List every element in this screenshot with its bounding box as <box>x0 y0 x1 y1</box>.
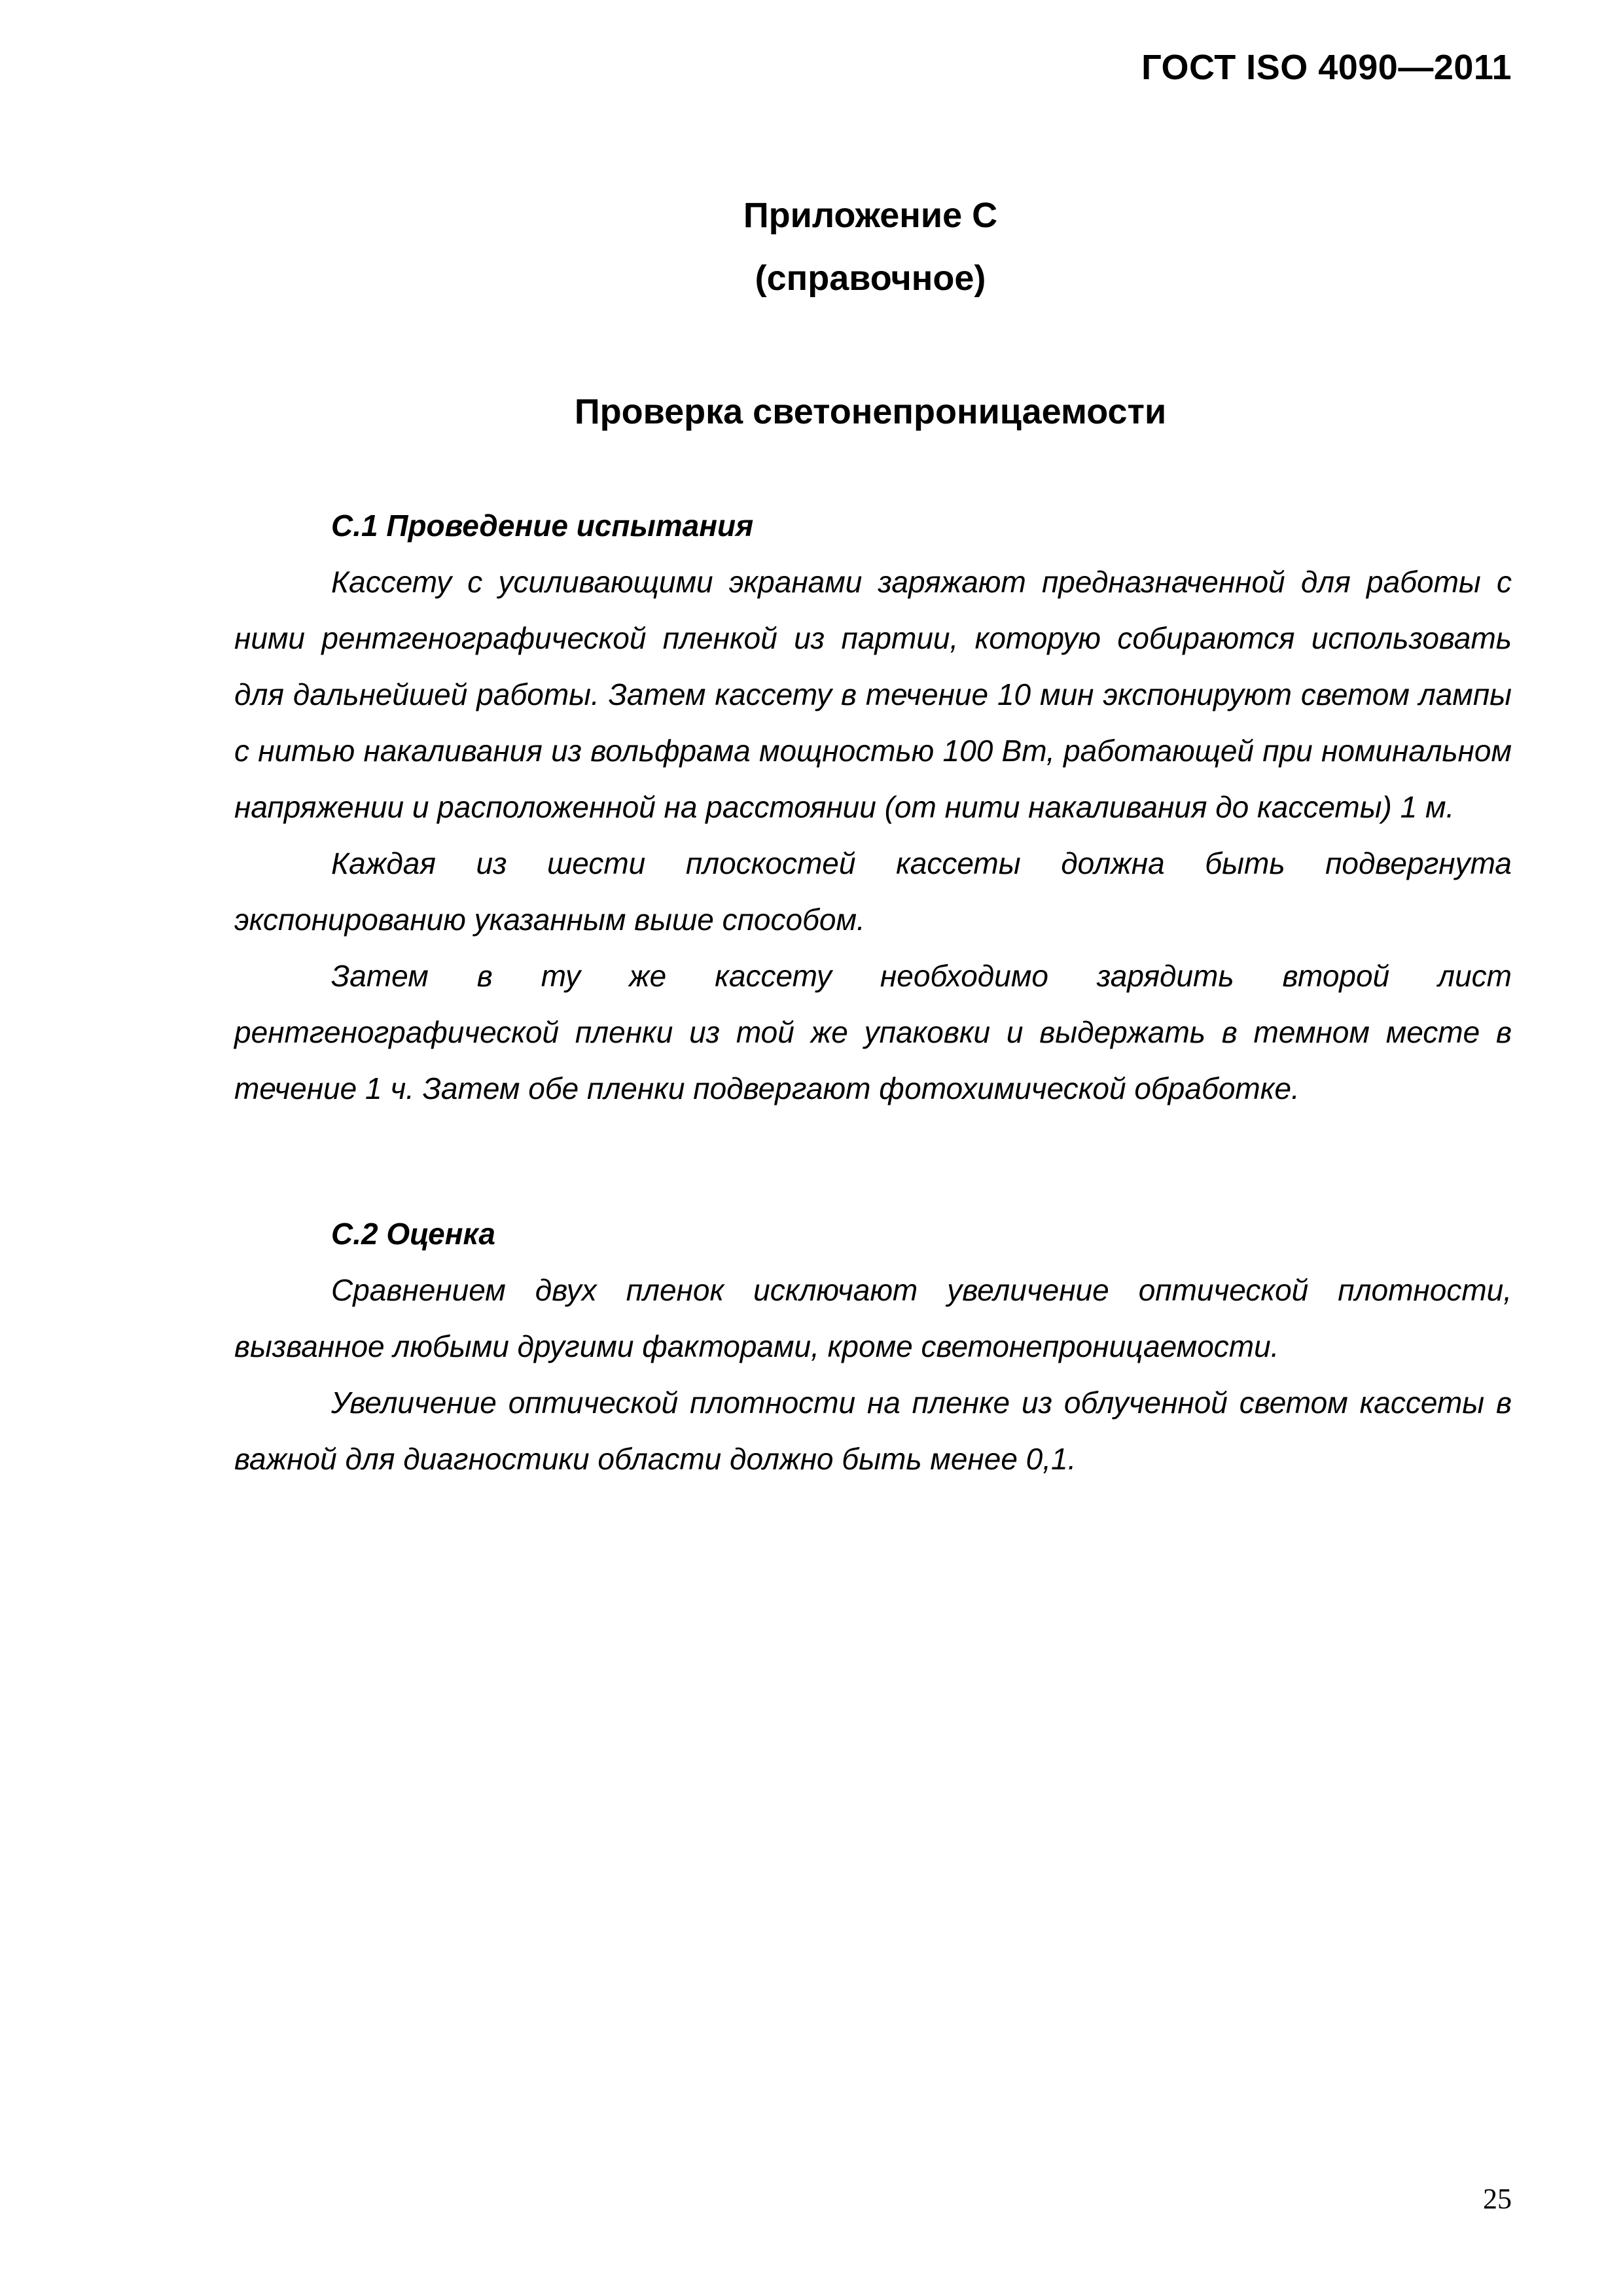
section-c1-paragraph-3: Затем в ту же кассету необходимо зарядить второй лист рентгенографической пленки из той же упаковки и выдержать в темном месте в течение 1 ч. Затем обе пленки подвергают фотохимической обработке. <box>234 959 1512 1105</box>
section-c1-paragraph-1: Кассету с усиливающими экранами заряжают предназначенной для работы с ними рентгенографической пленкой из партии, которую собираются использовать для дальнейшей работы. Затем кассету в течение 10 мин экспонируют светом лампы с нитью накаливания из вольфрама мощностью 100 Вт, работающей при номинальном напряжении и расположенной на расстоянии (от нити накаливания до кассеты) 1 м. <box>234 565 1512 824</box>
section-c1-heading: С.1 Проведение испытания <box>331 509 754 543</box>
section-title: Проверка светонепроницаемости <box>574 392 1167 431</box>
annex-status: (справочное) <box>755 259 986 298</box>
standard-code-header: ГОСТ ISO 4090—2011 <box>1141 48 1512 87</box>
section-c2 <box>234 1206 1512 1487</box>
section-c2-paragraph-1: Сравнением двух пленок исключают увеличение оптической плотности, вызванное любыми другими факторами, кроме светонепроницаемости. <box>234 1273 1512 1363</box>
annex-title: Приложение С <box>743 196 998 235</box>
page-number: 25 <box>1483 2183 1512 2215</box>
section-c2-paragraph-2: Увеличение оптической плотности на пленке из облученной светом кассеты в важной для диагностики области должно быть менее 0,1. <box>234 1386 1512 1476</box>
section-c2-heading: С.2 Оценка <box>331 1217 495 1251</box>
section-c1 <box>234 497 1512 1117</box>
section-c1-paragraph-2: Каждая из шести плоскостей кассеты должна быть подвергнута экспонированию указанным выше способом. <box>234 846 1512 937</box>
